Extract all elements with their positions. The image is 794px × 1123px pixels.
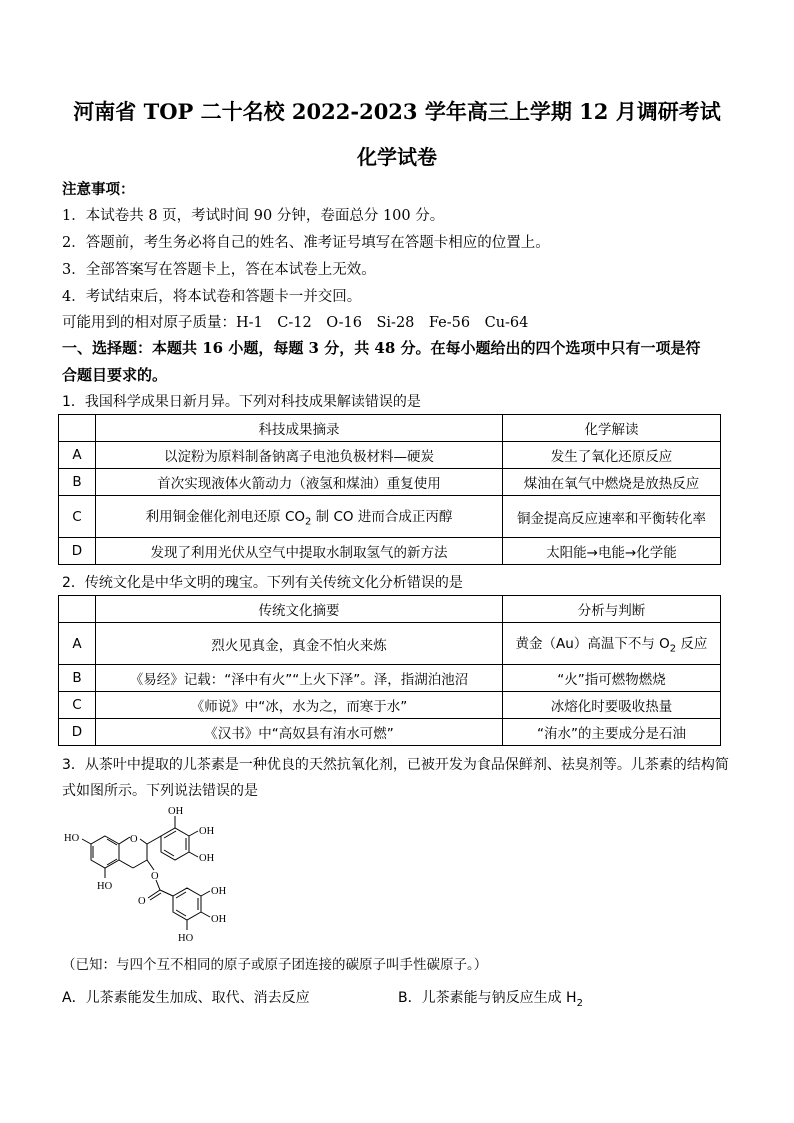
table-cell: “火”指可燃物燃烧	[503, 665, 721, 692]
notice-item: 1．本试卷共 8 页，考试时间 90 分钟，卷面总分 100 分。	[62, 208, 445, 224]
option-b: B．儿茶素能与钠反应生成 $H_2$	[398, 990, 583, 1009]
ho-label: HO	[178, 933, 194, 944]
option-letter: A	[59, 442, 96, 469]
table-cell: 《师说》中“冰，水为之，而寒于水”	[96, 692, 503, 719]
table-header: 分析与判断	[503, 596, 721, 623]
question-2-table	[58, 595, 721, 746]
table-header: 科技成果摘录	[96, 415, 503, 442]
option-a: A．儿茶素能发生加成、取代、消去反应	[62, 990, 310, 1006]
exam-subtitle: 化学试卷	[357, 145, 437, 169]
ring-oxygen-label: O	[130, 834, 138, 845]
table-cell: 《汉书》中“高奴县有洧水可燃”	[96, 719, 503, 746]
atomic-mass-line: 可能用到的相对原子质量：H-1 C-12 O-16 Si-28 Fe-56 Cu-64	[62, 315, 529, 331]
oh-label: OH	[211, 886, 227, 897]
option-letter: C	[59, 496, 96, 538]
table-row	[59, 469, 721, 496]
table-cell: 太阳能→电能→化学能	[503, 538, 721, 565]
table-cell: 发生了氧化还原反应	[503, 442, 721, 469]
oh-label: OH	[168, 806, 184, 817]
table-cell: “洧水”的主要成分是石油	[503, 719, 721, 746]
table-header-row	[59, 596, 721, 623]
exam-title: 河南省 TOP 二十名校 2022-2023 学年高三上学期 12 月调研考试	[73, 99, 721, 124]
oh-label: OH	[211, 914, 227, 925]
section-heading: 一、选择题：本题共 16 小题，每题 3 分，共 48 分。在每小题给出的四个选项中只有一项是符	[62, 339, 701, 357]
table-header-row	[59, 415, 721, 442]
oh-label: OH	[199, 826, 215, 837]
table-row	[59, 665, 721, 692]
table-row	[59, 719, 721, 746]
notice-item: 3．全部答案写在答题卡上，答在本试卷上无效。	[62, 262, 376, 278]
ester-oxygen-label: O	[151, 871, 159, 882]
question-1-stem: 1．我国科学成果日新月异。下列对科技成果解读错误的是	[62, 394, 421, 410]
table-row	[59, 442, 721, 469]
option-letter: B	[59, 665, 96, 692]
ho-label: HO	[97, 881, 113, 892]
table-cell: 黄金（Au）高温下不与 $O_2$ 反应	[503, 623, 721, 665]
table-cell: 《易经》记载：“泽中有火”“上火下泽”。泽，指湖泊池沼	[96, 665, 503, 692]
table-cell: 发现了利用光伏从空气中提取水制取氢气的新方法	[96, 538, 503, 565]
question-3-stem-cont: 式如图所示。下列说法错误的是	[62, 783, 258, 799]
notice-item: 4．考试结束后，将本试卷和答题卡一并交回。	[62, 289, 362, 305]
catechin-structure-diagram	[60, 800, 260, 945]
section-heading-cont: 合题目要求的。	[62, 366, 168, 384]
table-cell: 利用铜金催化剂电还原 $CO_2$ 制 CO 进而合成正丙醇	[96, 496, 503, 538]
ho-label: HO	[64, 833, 80, 844]
oh-label: OH	[199, 853, 215, 864]
option-letter: B	[59, 469, 96, 496]
option-letter: D	[59, 538, 96, 565]
carbonyl-oxygen-label: O	[138, 896, 146, 907]
table-row	[59, 496, 721, 538]
table-header: 传统文化摘要	[96, 596, 503, 623]
option-letter: D	[59, 719, 96, 746]
question-3-stem: 3．从茶叶中提取的儿茶素是一种优良的天然抗氧化剂，已被开发为食品保鲜剂、祛臭剂等。儿茶素的结构简	[62, 757, 729, 773]
table-cell: 煤油在氧气中燃烧是放热反应	[503, 469, 721, 496]
notice-heading: 注意事项：	[62, 181, 135, 198]
table-row	[59, 623, 721, 665]
table-row	[59, 692, 721, 719]
question-1-table	[58, 414, 721, 565]
table-cell: 首次实现液体火箭动力（液氢和煤油）重复使用	[96, 469, 503, 496]
notice-item: 2．答题前，考生务必将自己的姓名、准考证号填写在答题卡相应的位置上。	[62, 235, 550, 251]
option-letter: A	[59, 623, 96, 665]
question-3-note: （已知：与四个互不相同的原子或原子团连接的碳原子叫手性碳原子。）	[62, 957, 488, 973]
table-cell: 烈火见真金，真金不怕火来炼	[96, 623, 503, 665]
table-cell: 铜金提高反应速率和平衡转化率	[503, 496, 721, 538]
question-2-stem: 2．传统文化是中华文明的瑰宝。下列有关传统文化分析错误的是	[62, 575, 463, 591]
table-cell: 冰熔化时要吸收热量	[503, 692, 721, 719]
table-cell: 以淀粉为原料制备钠离子电池负极材料—硬炭	[96, 442, 503, 469]
option-letter: C	[59, 692, 96, 719]
table-row	[59, 538, 721, 565]
table-header: 化学解读	[503, 415, 721, 442]
